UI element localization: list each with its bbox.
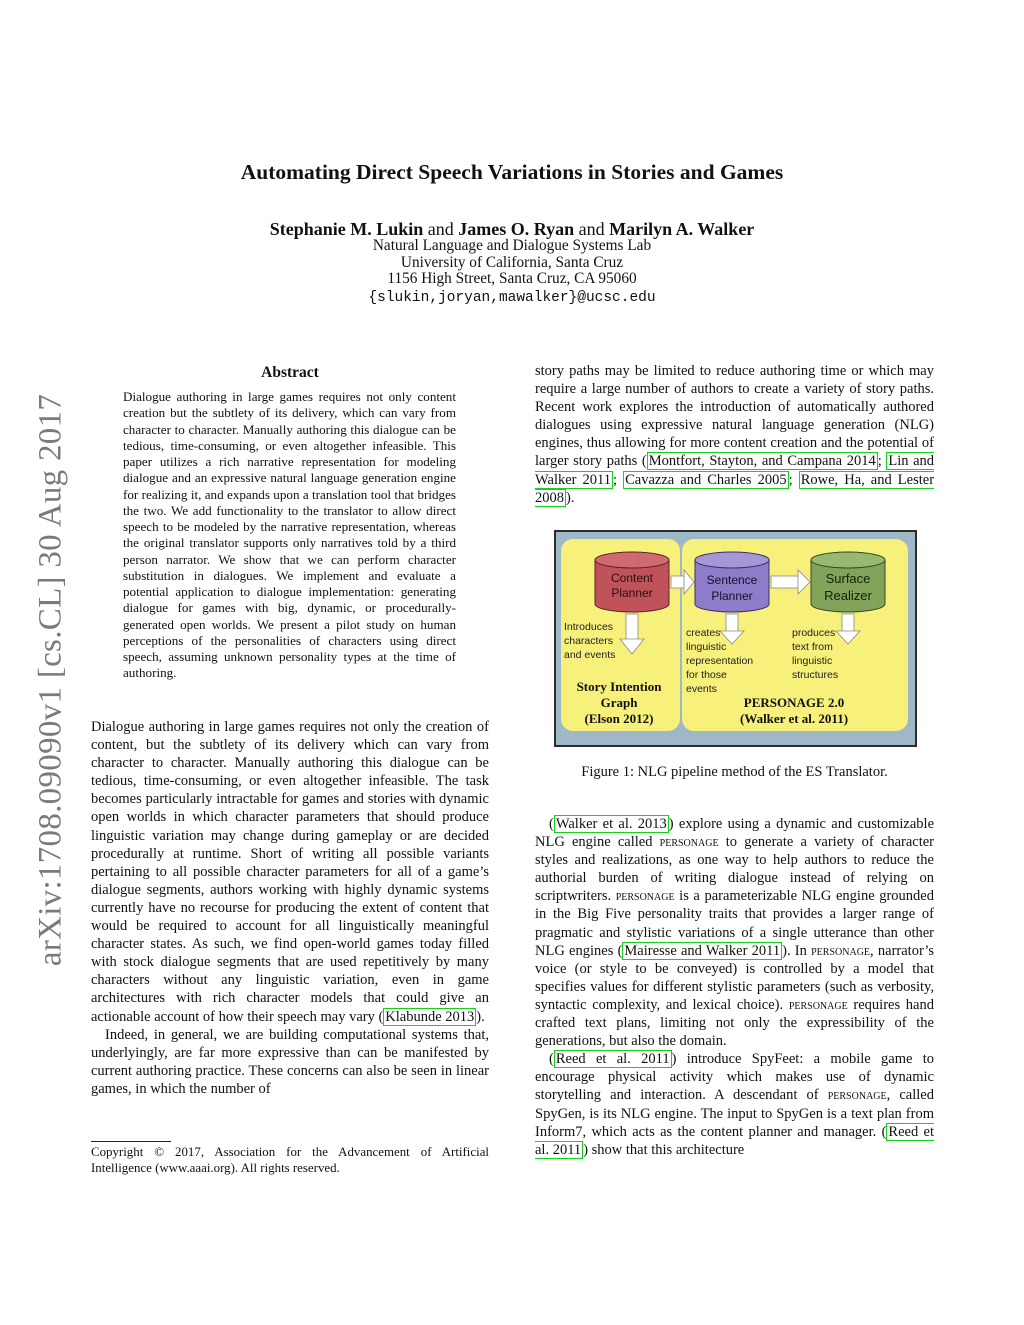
abstract-heading: Abstract xyxy=(261,364,319,381)
paragraph: Dialogue authoring in large games requires not only the creation of content, but the subtlety of its delivery which can vary from character to character. Manually authoring this dialogue can be tedious, time-consuming, or even altogether infeasible. The task becomes particularly intractable for games and stories with dynamic open worlds in which character parameters that should produce linguistic variation may change during gameplay or are decided procedurally at runtime. Short of writing all possible variants pertaining to all possible character parameters for all of a game’s dialogue segments, authors working with highly dynamic systems currently have no recourse for producing the extent of content that would be required to account for all linguistically meaningful character states. As such, we find open-world games today filled with stock dialogue segments that are used repetitively by many characters without any linguistic variation, even in game architectures with rich character models that could give an actionable account of how their speech may vary ( Klabunde 2013 ). xyxy=(91,719,489,1025)
system-name: personage xyxy=(615,888,675,905)
affiliation-lab: Natural Language and Dialogue Systems Lab xyxy=(372,237,652,254)
svg-text:structures: structures xyxy=(792,669,839,681)
svg-text:creates: creates xyxy=(686,627,721,639)
citation-link[interactable]: Walker et al. 2013 xyxy=(555,816,667,832)
footnote-rule xyxy=(91,1141,171,1142)
author-conjunction: and xyxy=(427,219,454,239)
author-name: Marilyn A. Walker xyxy=(609,219,755,239)
sentence-planner-label: Sentence xyxy=(706,573,758,587)
personage-label xyxy=(740,695,848,726)
abstract-text: Dialogue authoring in large games requires not only content creation but the subtlety of its delivery, which can vary from character to character. Manually authoring this dialogue can be tedious, time-consuming, or even altogether infeasible. This paper utilizes a rich narrative representation for modeling dialogue and an expressive natural language generation engine for realizing it, and expands upon a translation tool that bridges the two. We add functionality to the translator to allow direct speech to be modeled by the narrative representation, whereas the original translator supports only narratives told by a third person narrator. We show that we can perform character substitution in dialogues. We implement and evaluate a potential application to dialogue implementation: generating dialogue for games with big, dynamic, or procedurally-generated open worlds. We present a pilot study on human perceptions of the personalities of characters using direct speech, assuming unknown personality types at the time of authoring. xyxy=(123,389,456,681)
affiliation xyxy=(0,238,1024,306)
content-planner-cylinder xyxy=(595,552,669,612)
affiliation-address: 1156 High Street, Santa Cruz, CA 95060 xyxy=(387,270,637,287)
citation-link[interactable]: Cavazza and Charles 2005 xyxy=(625,471,787,488)
right-column-bottom xyxy=(535,815,934,1159)
sentence-planner-label: Planner xyxy=(711,589,753,603)
citation-link[interactable]: Reed et al. 2011 xyxy=(555,1051,670,1068)
paragraph: ( Reed et al. 2011 ) introduce SpyFeet: a mobile game to encourage physical activity which makes use of dynamic storytelling and interaction. A descendant of personage, called SpyGen, is its NLG engine. The input to SpyGen is a text plan from Inform7, which acts as the content planner and manager. ( Reed et al. 2011 ) show that this architecture xyxy=(535,1051,934,1158)
author-name: James O. Ryan xyxy=(458,219,575,239)
sentence-planner-cylinder xyxy=(695,552,769,612)
svg-text:Graph: Graph xyxy=(600,695,638,710)
paragraph: ( Walker et al. 2013 ) explore using a dynamic and customizable NLG engine called personage to generate a variety of character styles and realizations, as one way to help authors to reduce the authorial burden of writing dialogue instead of relying on scriptwriters. personage is a parameterizable NLG engine grounded in the Big Five personality traits that provides a larger range of pragmatic and stylistic variations of a single utterance than other NLG engines ( Mairesse and Walker 2011 ). In personage, narrator’s voice (or style to be conveyed) is controlled by a model that specifies values for different stylistic parameters (such as verbosity, syntactic complexity, and lexical choice). personage requires hand crafted text plans, limiting not only the expressibility of the generations, but also the domain. xyxy=(535,816,935,1050)
svg-text:linguistic: linguistic xyxy=(792,655,833,667)
system-name: personage xyxy=(811,942,871,959)
figure-caption: Figure 1: NLG pipeline method of the ES Translator. xyxy=(581,764,888,780)
citation-link[interactable]: Mairesse and Walker 2011 xyxy=(624,942,781,959)
svg-text:text from: text from xyxy=(792,641,833,653)
arxiv-identifier: arXiv:1708.09090v1 [cs.CL] 30 Aug 2017 xyxy=(32,393,69,967)
svg-text:and events: and events xyxy=(564,649,616,661)
svg-text:(Walker et al. 2011): (Walker et al. 2011) xyxy=(739,711,849,726)
citation-link[interactable]: Rowe, Ha, and Lester 2008 xyxy=(535,471,935,506)
surface-realizer-label: Realizer xyxy=(824,588,872,603)
right-column-top: story paths may be limited to reduce authoring time or which may require a large number of authors to create a variety of story paths. Recent work explores the introduction of automatically authored dialogues using expressive natural language generation (NLG) engines, thus allowing for more content creation and the potential of larger story paths ( Montfort, Stayton, and Campana 2014 ; Lin and Walker 2011 ; Cavazza and Charles 2005 ; Rowe, Ha, and Lester 2008 ). xyxy=(535,363,935,506)
left-column-body xyxy=(91,718,489,1098)
citation-link[interactable]: Lin and Walker 2011 xyxy=(535,453,935,488)
nlg-pipeline-figure xyxy=(554,530,917,747)
affiliation-university: University of California, Santa Cruz xyxy=(400,253,624,271)
citation-link[interactable]: Klabunde 2013 xyxy=(385,1008,475,1025)
svg-text:Introduces: Introduces xyxy=(564,621,614,633)
paragraph: Indeed, in general, we are building computational systems that, underlyingly, are far more expressive than can be manifested by current authoring practice. These concerns can also be seen in linear games, in which the number of xyxy=(91,1026,489,1097)
author-name: Stephanie M. Lukin xyxy=(269,219,424,239)
svg-text:PERSONAGE 2.0: PERSONAGE 2.0 xyxy=(743,695,845,710)
content-planner-label: Planner xyxy=(611,586,653,600)
svg-text:linguistic: linguistic xyxy=(686,641,727,653)
author-conjunction: and xyxy=(578,219,605,239)
svg-text:Story Intention: Story Intention xyxy=(576,679,662,694)
svg-text:representation: representation xyxy=(686,655,754,667)
citation-link[interactable]: Reed et al. 2011 xyxy=(535,1123,934,1158)
svg-text:for those: for those xyxy=(686,669,727,681)
copyright-footnote: Copyright © 2017, Association for the Advancement of Artificial Intelligence (www.aaai.org). All rights reserved. xyxy=(91,1145,489,1175)
surface-realizer-label: Surface xyxy=(825,571,871,586)
content-planner-description xyxy=(564,621,615,661)
system-name: personage xyxy=(788,996,848,1013)
system-name: personage xyxy=(659,834,719,851)
svg-text:characters: characters xyxy=(564,635,614,647)
svg-text:events: events xyxy=(686,683,717,695)
paper-title: Automating Direct Speech Variations in Stories and Games xyxy=(240,160,784,184)
svg-text:(Elson 2012): (Elson 2012) xyxy=(584,711,654,726)
arxiv-stamp xyxy=(6,380,96,980)
content-planner-label: Content xyxy=(610,571,654,585)
surface-realizer-cylinder xyxy=(811,552,885,612)
svg-text:produces: produces xyxy=(792,627,836,639)
citation-link[interactable]: Montfort, Stayton, and Campana 2014 xyxy=(648,453,876,470)
author-emails: {slukin,joryan,mawalker}@ucsc.edu xyxy=(368,289,656,306)
system-name: personage xyxy=(827,1087,887,1104)
